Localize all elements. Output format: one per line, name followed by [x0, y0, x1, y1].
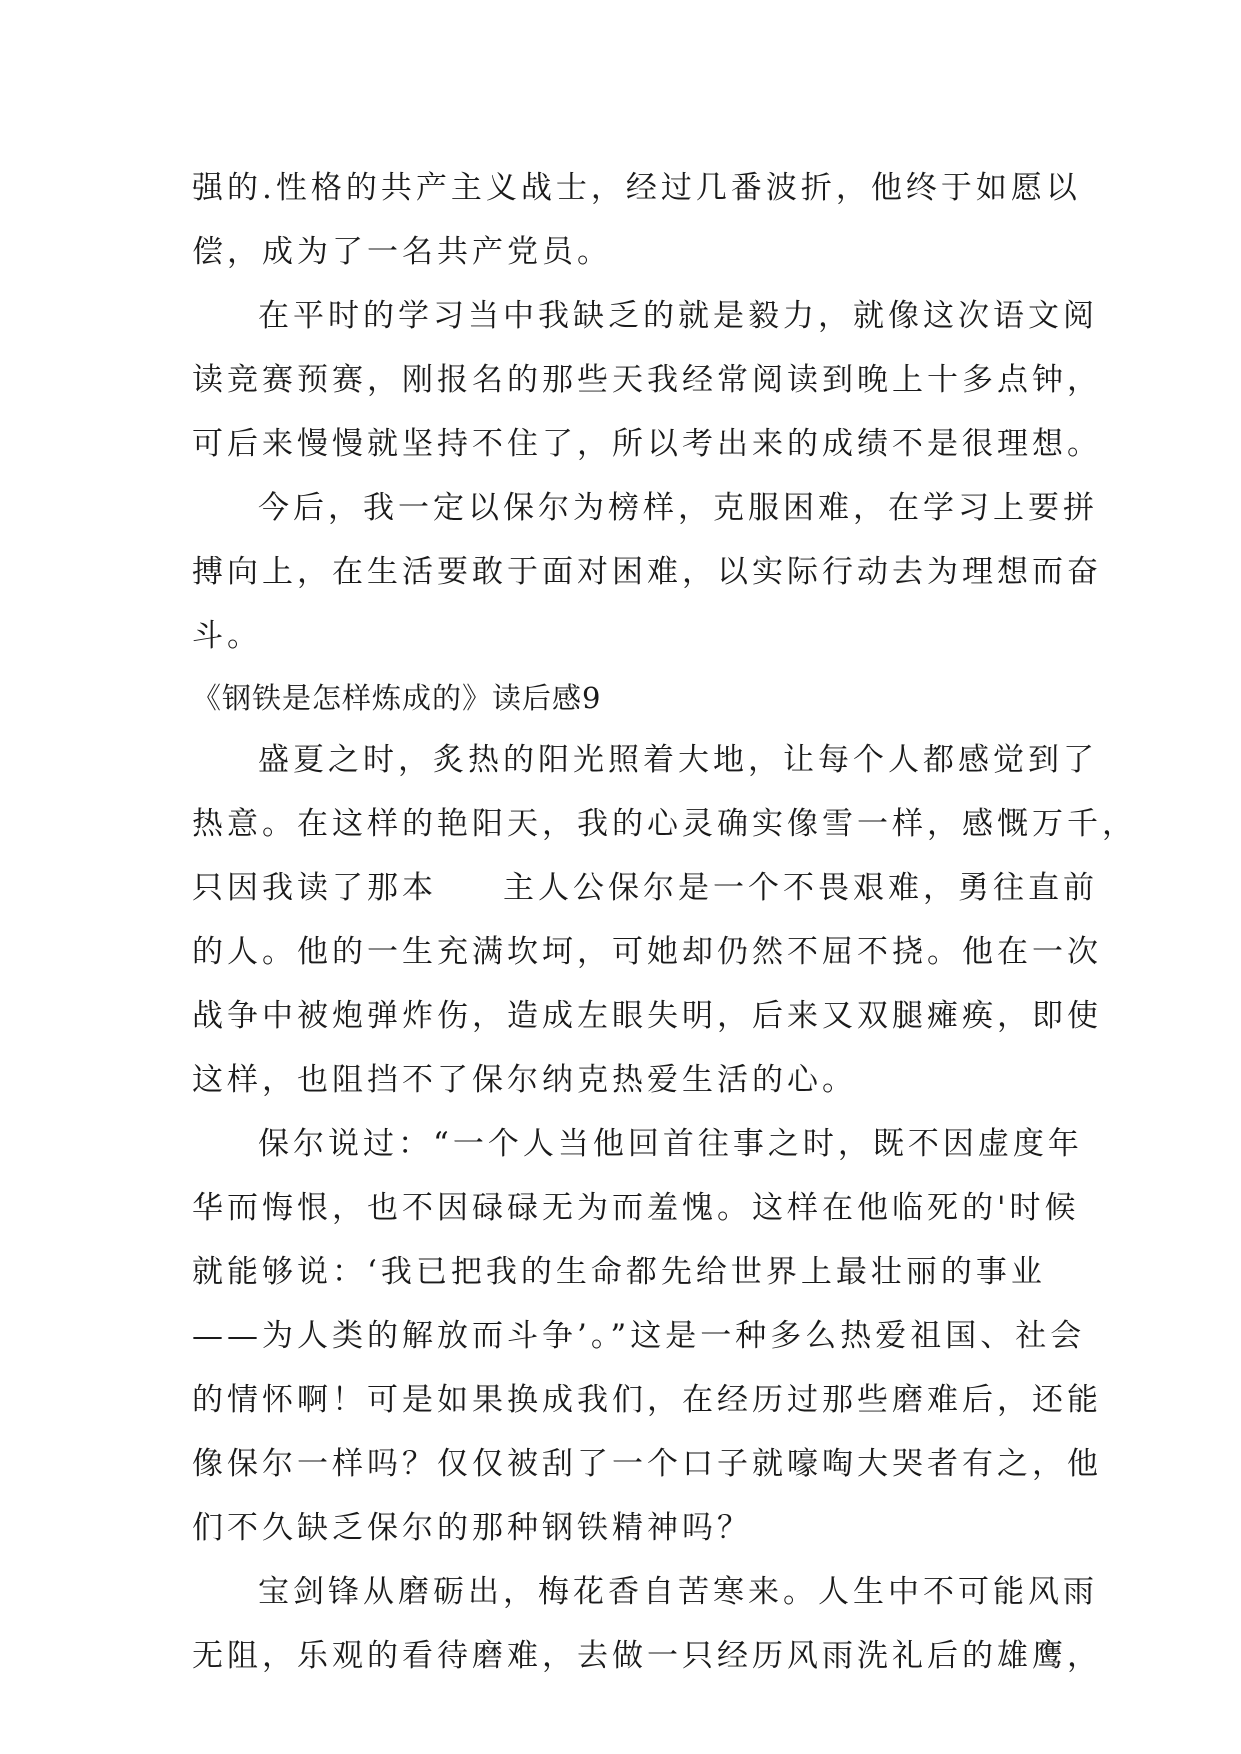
text-line: 像保尔一样吗？仅仅被刮了一个口子就嚎啕大哭者有之，他	[192, 1446, 1102, 1482]
text-line	[192, 856, 1098, 920]
text-line: 这样，也阻挡不了保尔纳克热爱生活的心。	[192, 1062, 857, 1098]
text-line: 的情怀啊！可是如果换成我们，在经历过那些磨难后，还能	[192, 1382, 1102, 1418]
text-line: 宝剑锋从磨砺出，梅花香自苦寒来。人生中不可能风雨	[258, 1574, 1098, 1610]
text-line: 华而悔恨，也不因碌碌无为而羞愧。这样在他临死的'时候	[192, 1190, 1080, 1226]
paragraph-summer	[192, 728, 1137, 1112]
text-line: 读竞赛预赛，刚报名的那些天我经常阅读到晚上十多点钟，	[192, 362, 1102, 398]
text-line: 的人。他的一生充满坎坷，可她却仍然不屈不挠。他在一次	[192, 934, 1102, 970]
paragraph-future	[192, 476, 1102, 668]
text-line: 斗。	[192, 618, 262, 654]
text-segment: 只因我读了那本	[192, 870, 437, 906]
text-line: 保尔说过：“一个人当他回首往事之时，既不因虚度年	[258, 1126, 1083, 1162]
text-line: 热意。在这样的艳阳天，我的心灵确实像雪一样，感慨万千，	[192, 806, 1137, 842]
text-line: 无阻，乐观的看待磨难，去做一只经历风雨洗礼后的雄鹰，	[192, 1638, 1102, 1674]
paragraph-intro	[192, 156, 1081, 284]
paragraph-quote	[192, 1112, 1102, 1560]
text-line: 战争中被炮弹炸伤，造成左眼失明，后来又双腿瘫痪，即使	[192, 998, 1102, 1034]
text-line: 在平时的学习当中我缺乏的就是毅力，就像这次语文阅	[258, 298, 1098, 334]
paragraph-sword	[192, 1560, 1102, 1688]
section-heading: 《钢铁是怎样炼成的》读后感9	[192, 681, 602, 715]
text-line: 就能够说：‘我已把我的生命都先给世界上最壮丽的事业	[192, 1254, 1046, 1290]
text-line: 可后来慢慢就坚持不住了，所以考出来的成绩不是很理想。	[192, 426, 1102, 462]
text-line: 盛夏之时，炙热的阳光照着大地，让每个人都感觉到了	[258, 742, 1098, 778]
paragraph-study	[192, 284, 1102, 476]
text-segment: 主人公保尔是一个不畏艰难，勇往直前	[503, 870, 1098, 906]
text-line: 搏向上，在生活要敢于面对困难，以实际行动去为理想而奋	[192, 554, 1102, 590]
text-line: 今后，我一定以保尔为榜样，克服困难，在学习上要拼	[258, 490, 1098, 526]
text-line: 偿，成为了一名共产党员。	[192, 234, 612, 270]
text-line: 强的.性格的共产主义战士，经过几番波折，他终于如愿以	[192, 170, 1081, 206]
document-body	[192, 156, 1137, 1688]
text-line: 们不久缺乏保尔的那种钢铁精神吗？	[192, 1510, 752, 1546]
text-line: ——为人类的解放而斗争’。”这是一种多么热爱祖国、社会	[192, 1318, 1086, 1354]
